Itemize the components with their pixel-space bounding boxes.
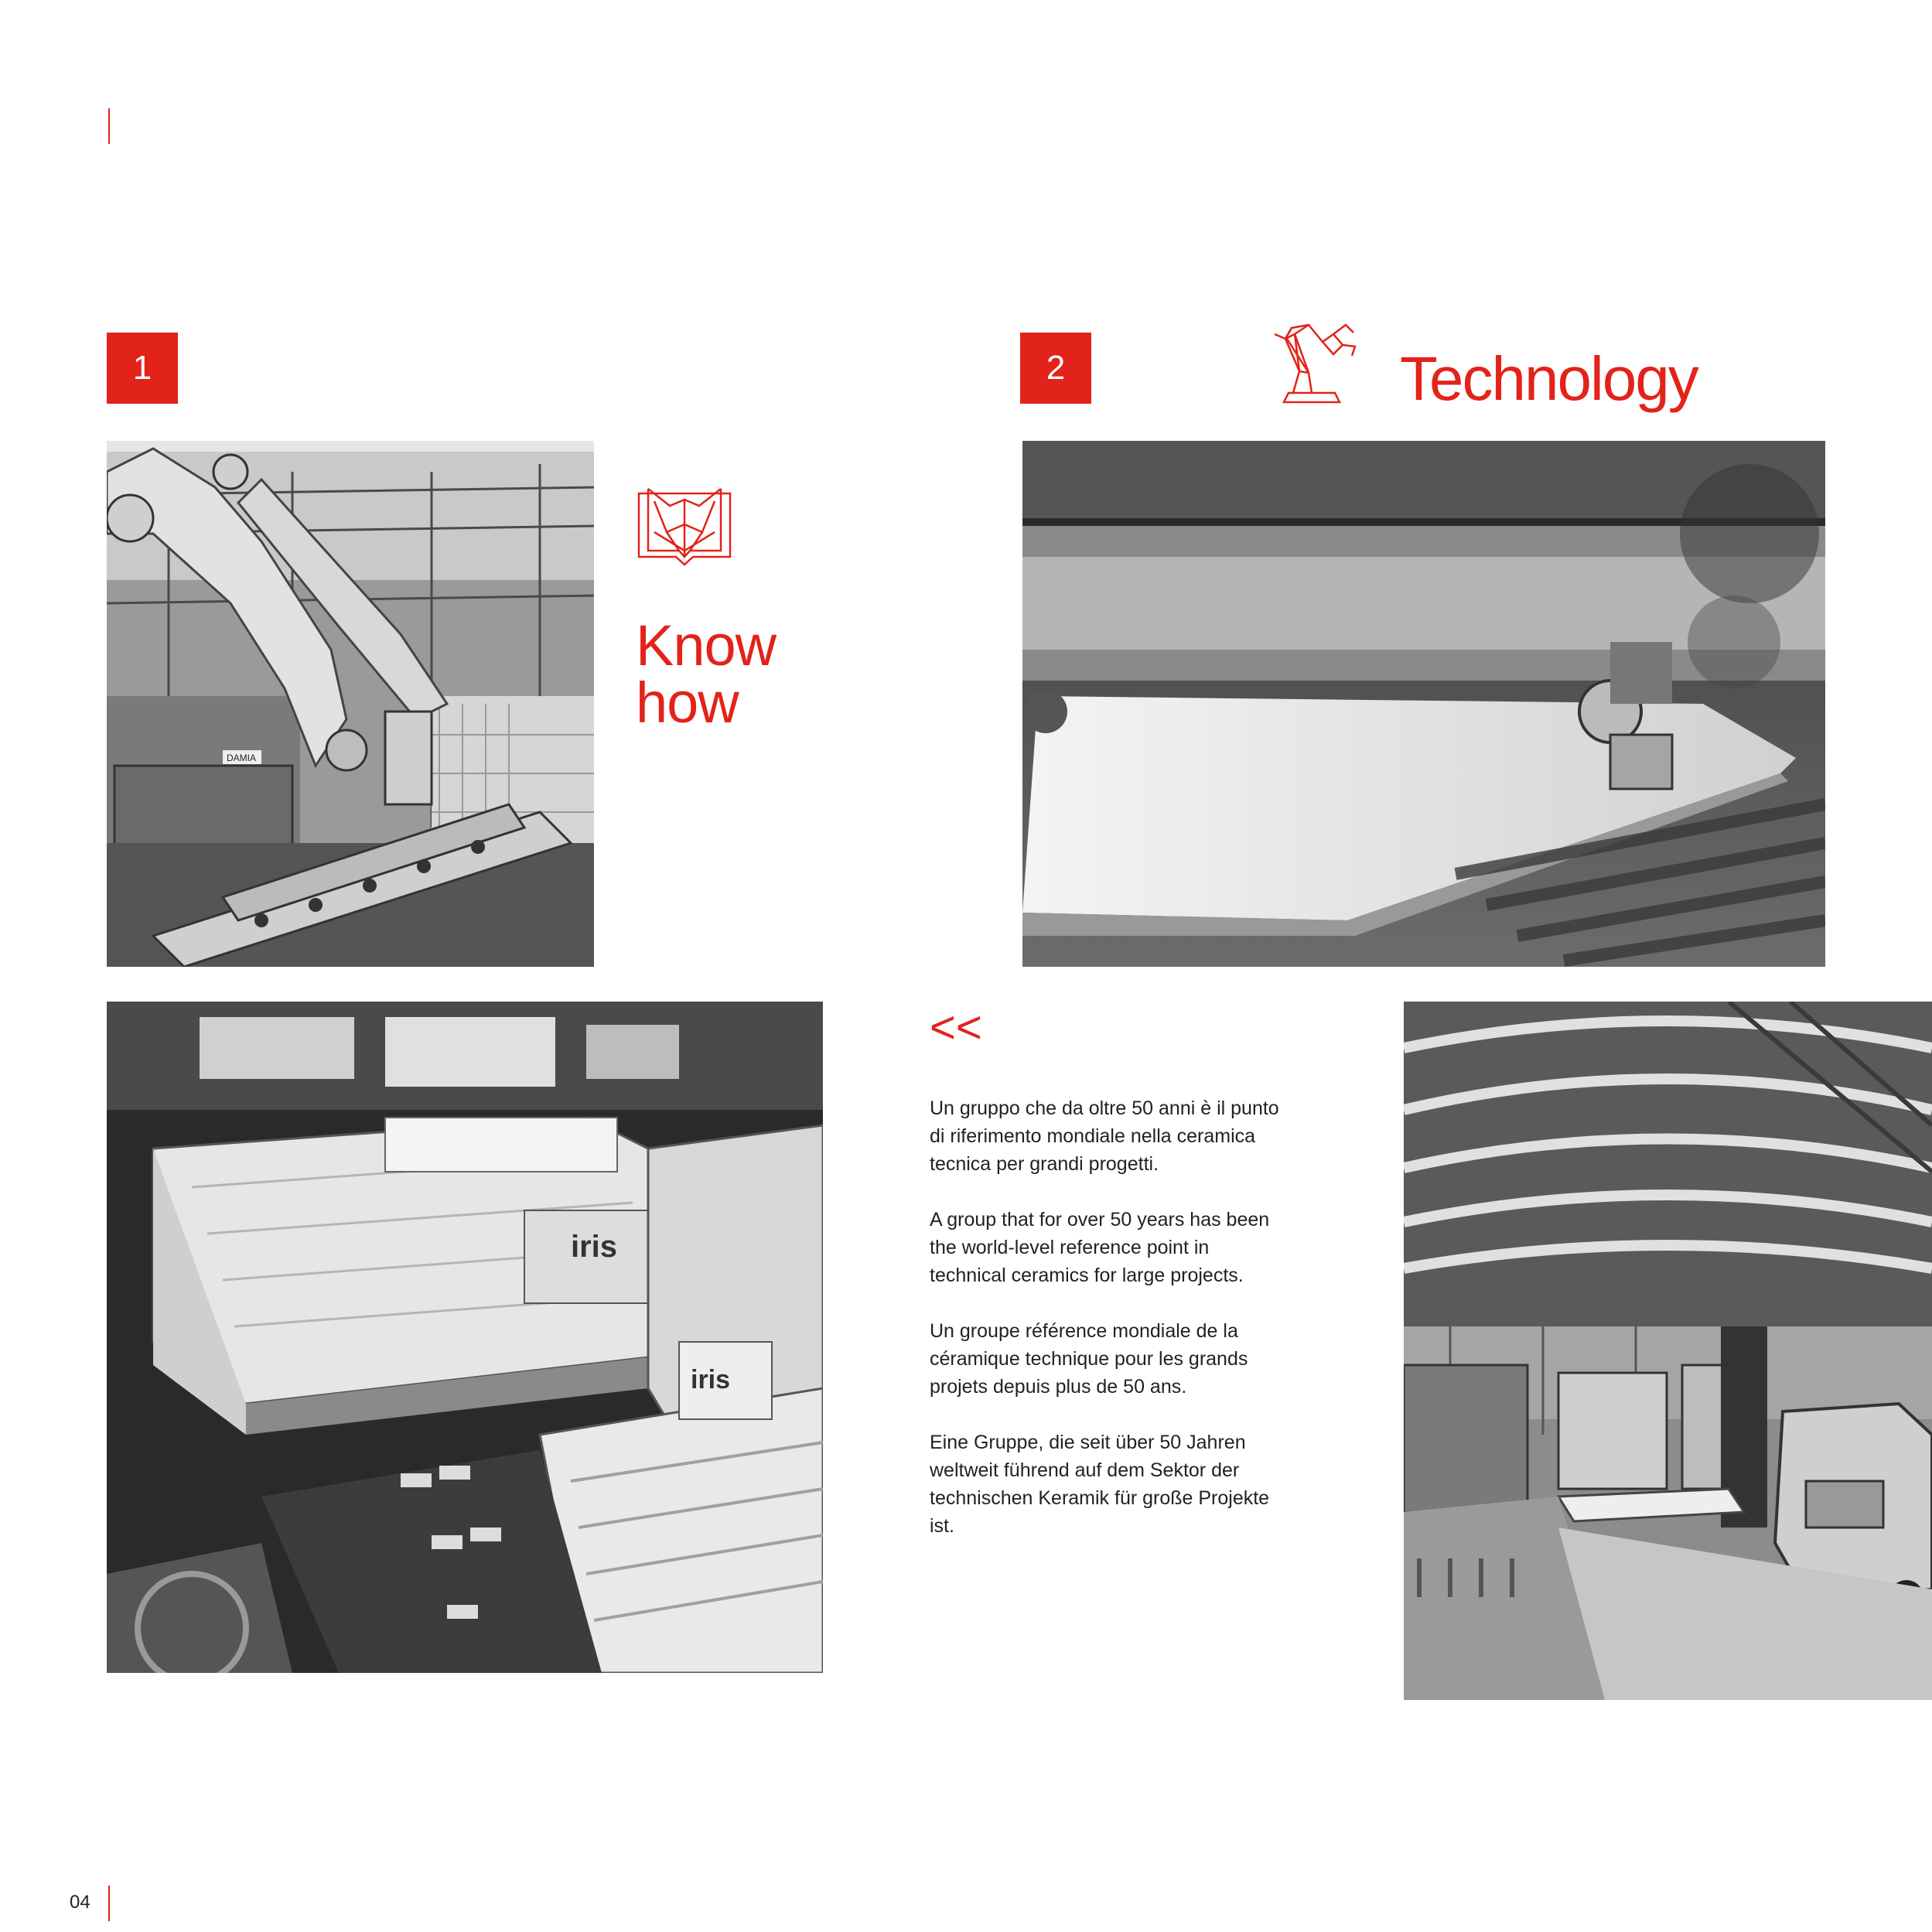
intro-text-block <box>930 1094 1285 1568</box>
section-title-know: Know <box>636 613 777 678</box>
paragraph-german: Eine Gruppe, die seit über 50 Jahren weltweit führend auf dem Sektor der technischen Keramik für große Projekte ist. <box>930 1432 1270 1537</box>
page-number: 04 <box>70 1892 90 1913</box>
building-sign-2: iris <box>691 1365 731 1394</box>
paragraph-french: Un groupe référence mondiale de la céramique technique pour les grands projets depuis plus de 50 ans. <box>930 1320 1248 1398</box>
bottom-margin-rule <box>108 1886 110 1921</box>
photo-warehouse-hall <box>1404 1002 1932 1700</box>
photo-aerial-factory <box>107 1002 823 1673</box>
section-number-1: 1 <box>107 333 178 404</box>
section-number-2: 2 <box>1020 333 1091 404</box>
robot-brand-label: DAMIA <box>227 753 257 763</box>
section-title-technology: Technology <box>1400 344 1698 413</box>
robot-arm-icon <box>1268 311 1361 407</box>
building-sign-1: iris <box>571 1230 618 1264</box>
top-margin-rule <box>108 108 110 144</box>
photo-ceramic-slab-line <box>1022 441 1825 967</box>
photo-robot-palletizer <box>107 441 594 967</box>
paragraph-italian: Un gruppo che da oltre 50 anni è il punto di riferimento mondiale nella ceramica tecnica per grandi progetti. <box>930 1097 1279 1175</box>
section-title-know-how <box>636 613 777 735</box>
text-block-marker: << <box>930 1002 982 1053</box>
paragraph-english: A group that for over 50 years has been the world-level reference point in technical ceramics for large projects. <box>930 1209 1270 1286</box>
book-icon <box>636 486 733 568</box>
section-title-how: how <box>636 671 739 735</box>
